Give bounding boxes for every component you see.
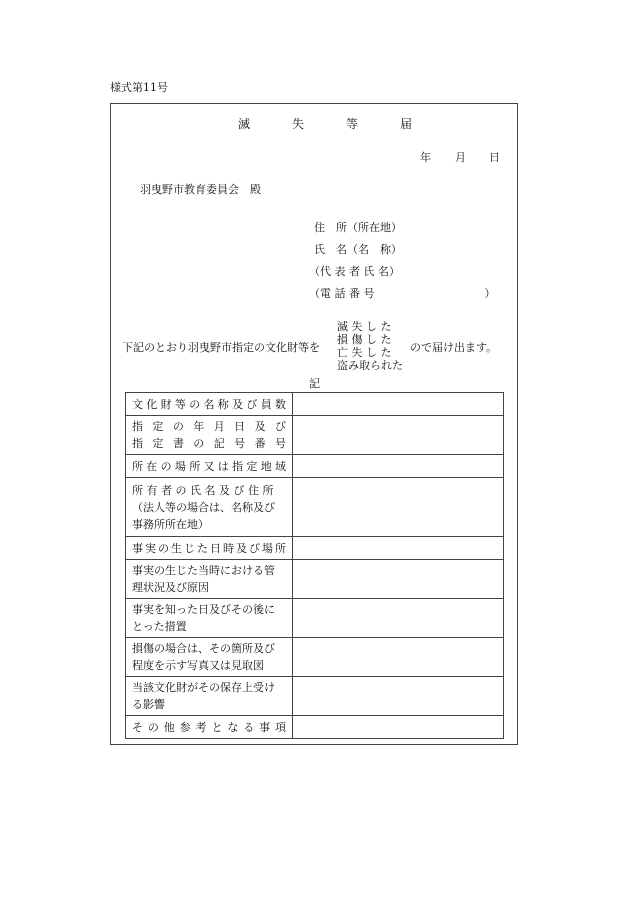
- table-row: [126, 416, 504, 455]
- row-label-line: 指 定 書 の 記 号 番 号: [132, 437, 286, 450]
- row-label-line: （法人等の場合は、名称及び: [132, 500, 275, 514]
- notification-suffix: ので届け出ます。: [410, 341, 498, 354]
- row-label-line: 程度を示す写真又は見取図: [132, 659, 264, 672]
- date-day-label: 日: [489, 151, 500, 164]
- table-row: [126, 716, 504, 739]
- row-value-field[interactable]: [293, 599, 504, 638]
- row-value-field[interactable]: [293, 638, 504, 677]
- option-damaged: 損 傷 し た: [337, 333, 392, 346]
- row-label-line: 理状況及び原因: [132, 581, 209, 594]
- row-label-line: 所 有 者 の 氏 名 及 び 住 所: [132, 483, 274, 497]
- row-label-line: その他参考となる事項: [132, 720, 286, 734]
- representative-label: （代 表 者 氏 名）: [309, 265, 400, 278]
- table-row: [126, 638, 504, 677]
- row-label: [126, 638, 293, 677]
- row-label-line: 事実の生じた日時及び場所: [132, 541, 286, 555]
- row-value-field[interactable]: [293, 677, 504, 716]
- row-label-line: 当該文化財がその保存上受け: [132, 681, 275, 694]
- title-char: 滅: [238, 117, 251, 131]
- table-row: [126, 393, 504, 416]
- row-label: [126, 416, 293, 455]
- row-label-line: とった措置: [132, 620, 187, 633]
- row-value-field[interactable]: [293, 537, 504, 560]
- date-month-label: 月: [455, 151, 466, 164]
- row-label-line: 事実の生じた当時における管: [132, 564, 275, 577]
- row-label-line: 指 定 の 年 月 日 及 び: [132, 420, 286, 433]
- form-number-label: 様式第11号: [110, 81, 168, 94]
- row-label: [126, 599, 293, 638]
- document-title: [238, 118, 412, 131]
- row-value-field[interactable]: [293, 716, 504, 739]
- items-table: [125, 392, 504, 739]
- date-year-label: 年: [420, 151, 431, 164]
- addressee: 羽曳野市教育委員会 殿: [140, 183, 261, 196]
- table-row: [126, 599, 504, 638]
- address-label: 住 所（所在地）: [314, 221, 402, 234]
- notification-options: [337, 320, 403, 372]
- row-value-field[interactable]: [293, 393, 504, 416]
- row-label: [126, 478, 293, 537]
- row-value-field[interactable]: [293, 455, 504, 478]
- title-char: 等: [346, 117, 359, 131]
- row-label-line: 損傷の場合は、その箇所及び: [132, 642, 275, 655]
- row-value-field[interactable]: [293, 560, 504, 599]
- option-missing: 亡 失 し た: [337, 346, 392, 359]
- row-label-line: 所在の場所又は指定地域: [132, 459, 286, 473]
- row-label-line: る影響: [132, 698, 165, 711]
- phone-label: （電 話 番 号 ）: [309, 287, 496, 300]
- ki-label: 記: [309, 377, 320, 390]
- row-label: [126, 560, 293, 599]
- option-stolen: 盗み取られた: [337, 359, 403, 372]
- row-label: [126, 537, 293, 560]
- row-label-line: 事務所所在地）: [132, 517, 209, 531]
- table-row: [126, 537, 504, 560]
- row-label-line: 事実を知った日及びその後に: [132, 603, 275, 616]
- row-value-field[interactable]: [293, 416, 504, 455]
- row-label: [126, 393, 293, 416]
- row-label-line: 文化財等の名称及び員数: [132, 397, 286, 411]
- table-row: [126, 478, 504, 537]
- option-lost: 滅 失 し た: [337, 320, 392, 333]
- table-row: [126, 560, 504, 599]
- table-row: [126, 455, 504, 478]
- row-label: [126, 455, 293, 478]
- row-label: [126, 716, 293, 739]
- name-label: 氏 名（名 称）: [314, 243, 402, 256]
- date-line: [420, 151, 431, 164]
- title-char: 失: [292, 117, 305, 131]
- row-value-field[interactable]: [293, 478, 504, 537]
- title-char: 届: [400, 117, 413, 131]
- notification-prefix: 下記のとおり羽曳野市指定の文化財等を: [122, 341, 320, 354]
- table-row: [126, 677, 504, 716]
- row-label: [126, 677, 293, 716]
